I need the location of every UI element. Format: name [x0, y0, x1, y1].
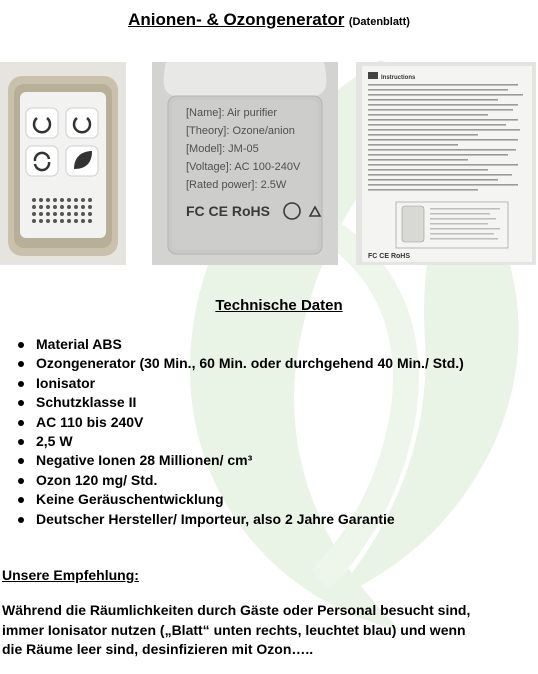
specs-list-item: Material ABS — [18, 335, 464, 354]
specs-title: Technische Daten — [215, 297, 343, 314]
plate-voltage: [Voltage]: AC 100-240V — [186, 161, 301, 173]
plate-rated-power: [Rated power]: 2.5W — [186, 179, 287, 191]
recommendation-text — [2, 601, 538, 660]
recommendation-line: immer Ionisator nutzen („Blatt“ unten rechts, leuchtet blau) und wenn — [2, 621, 466, 638]
certification-marks: FC CE RoHS — [186, 203, 270, 219]
specs-list — [18, 335, 464, 529]
refresh-icon — [26, 146, 58, 176]
specs-list-item: Schutzklasse II — [18, 393, 464, 412]
title-main: Anionen- & Ozongenerator — [128, 10, 345, 29]
manual-heading: Instructions — [381, 75, 416, 81]
plate-theory: [Theory]: Ozone/anion — [186, 125, 295, 137]
specs-list-item: 2,5 W — [18, 432, 464, 451]
plate-model: [Model]: JM-05 — [186, 143, 259, 155]
title-subtitle: (Datenblatt) — [348, 16, 410, 28]
specs-list-item: Ozon 120 mg/ Std. — [18, 471, 464, 490]
plate-name: [Name]: Air purifier — [186, 107, 278, 119]
recommendation-line: die Räume leer sind, desinfizieren mit Ozon….. — [2, 641, 314, 657]
power-icon — [26, 108, 58, 138]
specs-list-item: Ozongenerator (30 Min., 60 Min. oder durchgehend 40 Min./ Std.) — [18, 354, 464, 373]
page-title — [0, 10, 538, 30]
photo-rating-plate — [152, 62, 338, 265]
photo-device-front — [0, 62, 126, 265]
timer-icon — [66, 108, 98, 138]
leaf-icon — [66, 146, 98, 176]
specs-list-item: AC 110 bis 240V — [18, 413, 464, 432]
recommendation-line: Während die Räumlichkeiten durch Gäste oder Personal besucht sind, — [2, 602, 471, 618]
manual-certification-marks: FC CE RoHS — [368, 253, 410, 260]
specs-list-item: Ionisator — [18, 374, 464, 393]
specs-list-item: Deutscher Hersteller/ Importeur, also 2 Jahre Garantie — [18, 510, 464, 529]
recommendation-title: Unsere Empfehlung: — [2, 567, 139, 583]
photo-instruction-manual — [356, 62, 536, 265]
specs-list-item: Negative Ionen 28 Millionen/ cm³ — [18, 451, 464, 470]
specs-list-item: Keine Geräuschentwicklung — [18, 490, 464, 509]
